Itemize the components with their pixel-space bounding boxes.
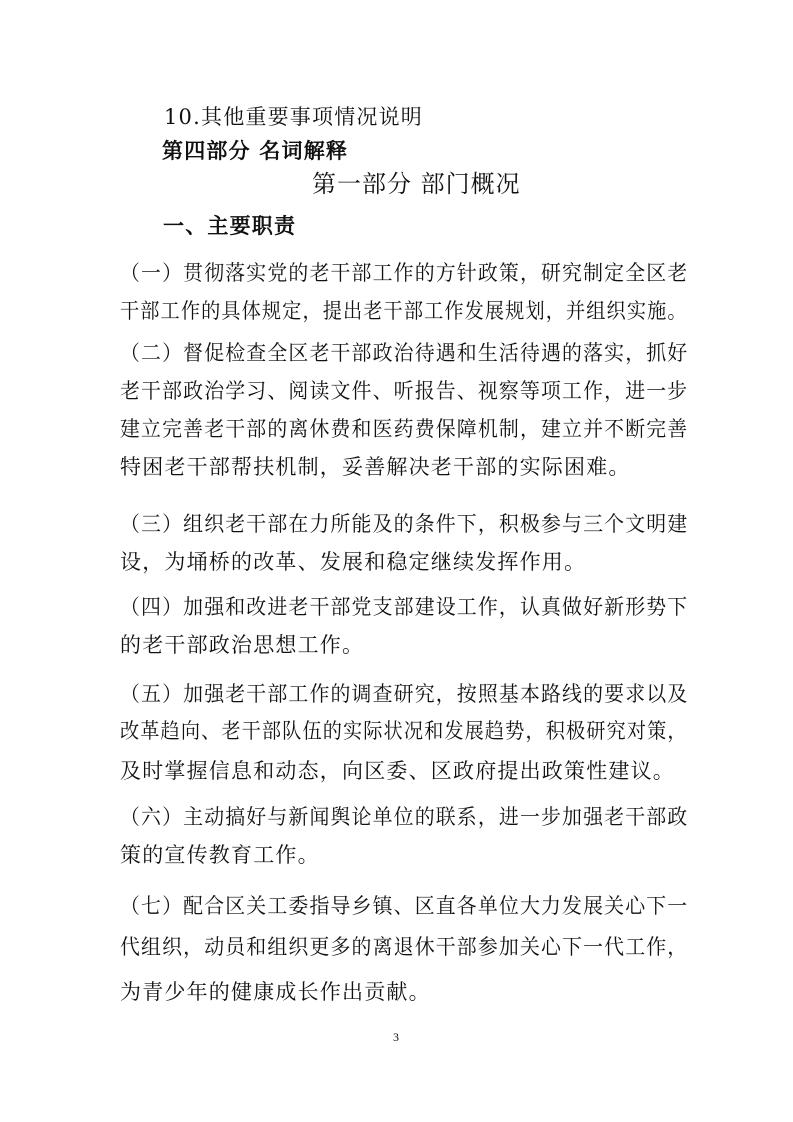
- paragraph-line: 的老干部政治思想工作。: [120, 633, 365, 657]
- paragraph-line: 及时掌握信息和动态，向区委、区政府提出政策性建议。: [120, 759, 675, 783]
- paragraph-line: （四）加强和改进老干部党支部建设工作，认真做好新形势下: [120, 595, 689, 619]
- paragraph-line: 为青少年的健康成长作出贡献。: [120, 980, 431, 1004]
- paragraph-line: （五）加强老干部工作的调查研究，按照基本路线的要求以及: [120, 682, 689, 706]
- paragraph-line: （一）贯彻落实党的老干部工作的方针政策，研究制定全区老: [120, 261, 689, 285]
- paragraph-line: （三）组织老干部在力所能及的条件下，积极参与三个文明建: [120, 512, 689, 536]
- paragraph-line: 改革趋向、老干部队伍的实际状况和发展趋势，积极研究对策，: [120, 719, 688, 743]
- toc-part-4: 第四部分 名词解释: [162, 139, 349, 163]
- paragraph-line: 设，为埇桥的改革、发展和稳定继续发挥作用。: [120, 550, 587, 574]
- paragraph-line: 特困老干部帮扶机制，妥善解决老干部的实际困难。: [120, 455, 631, 479]
- page-number: 3: [393, 1030, 399, 1044]
- paragraph-line: （二）督促检查全区老干部政治待遇和生活待遇的落实，抓好: [120, 341, 689, 365]
- toc-item-10: 10.其他重要事项情况说明: [164, 105, 423, 129]
- paragraph-line: （六）主动搞好与新闻舆论单位的联系，进一步加强老干部政: [120, 805, 689, 829]
- paragraph-line: 老干部政治学习、阅读文件、听报告、视察等项工作，进一步: [120, 379, 689, 403]
- paragraph-line: （七）配合区关工委指导乡镇、区直各单位大力发展关心下一: [120, 894, 689, 918]
- section-heading: 一、主要职责: [163, 214, 297, 238]
- page-title: 第一部分 部门概况: [312, 170, 521, 198]
- paragraph-line: 代组织，动员和组织更多的离退休干部参加关心下一代工作，: [120, 935, 689, 959]
- paragraph-line: 建立完善老干部的离休费和医药费保障机制，建立并不断完善: [120, 417, 689, 441]
- paragraph-line: 干部工作的具体规定，提出老干部工作发展规划，并组织实施。: [120, 299, 688, 323]
- paragraph-line: 策的宣传教育工作。: [120, 843, 320, 867]
